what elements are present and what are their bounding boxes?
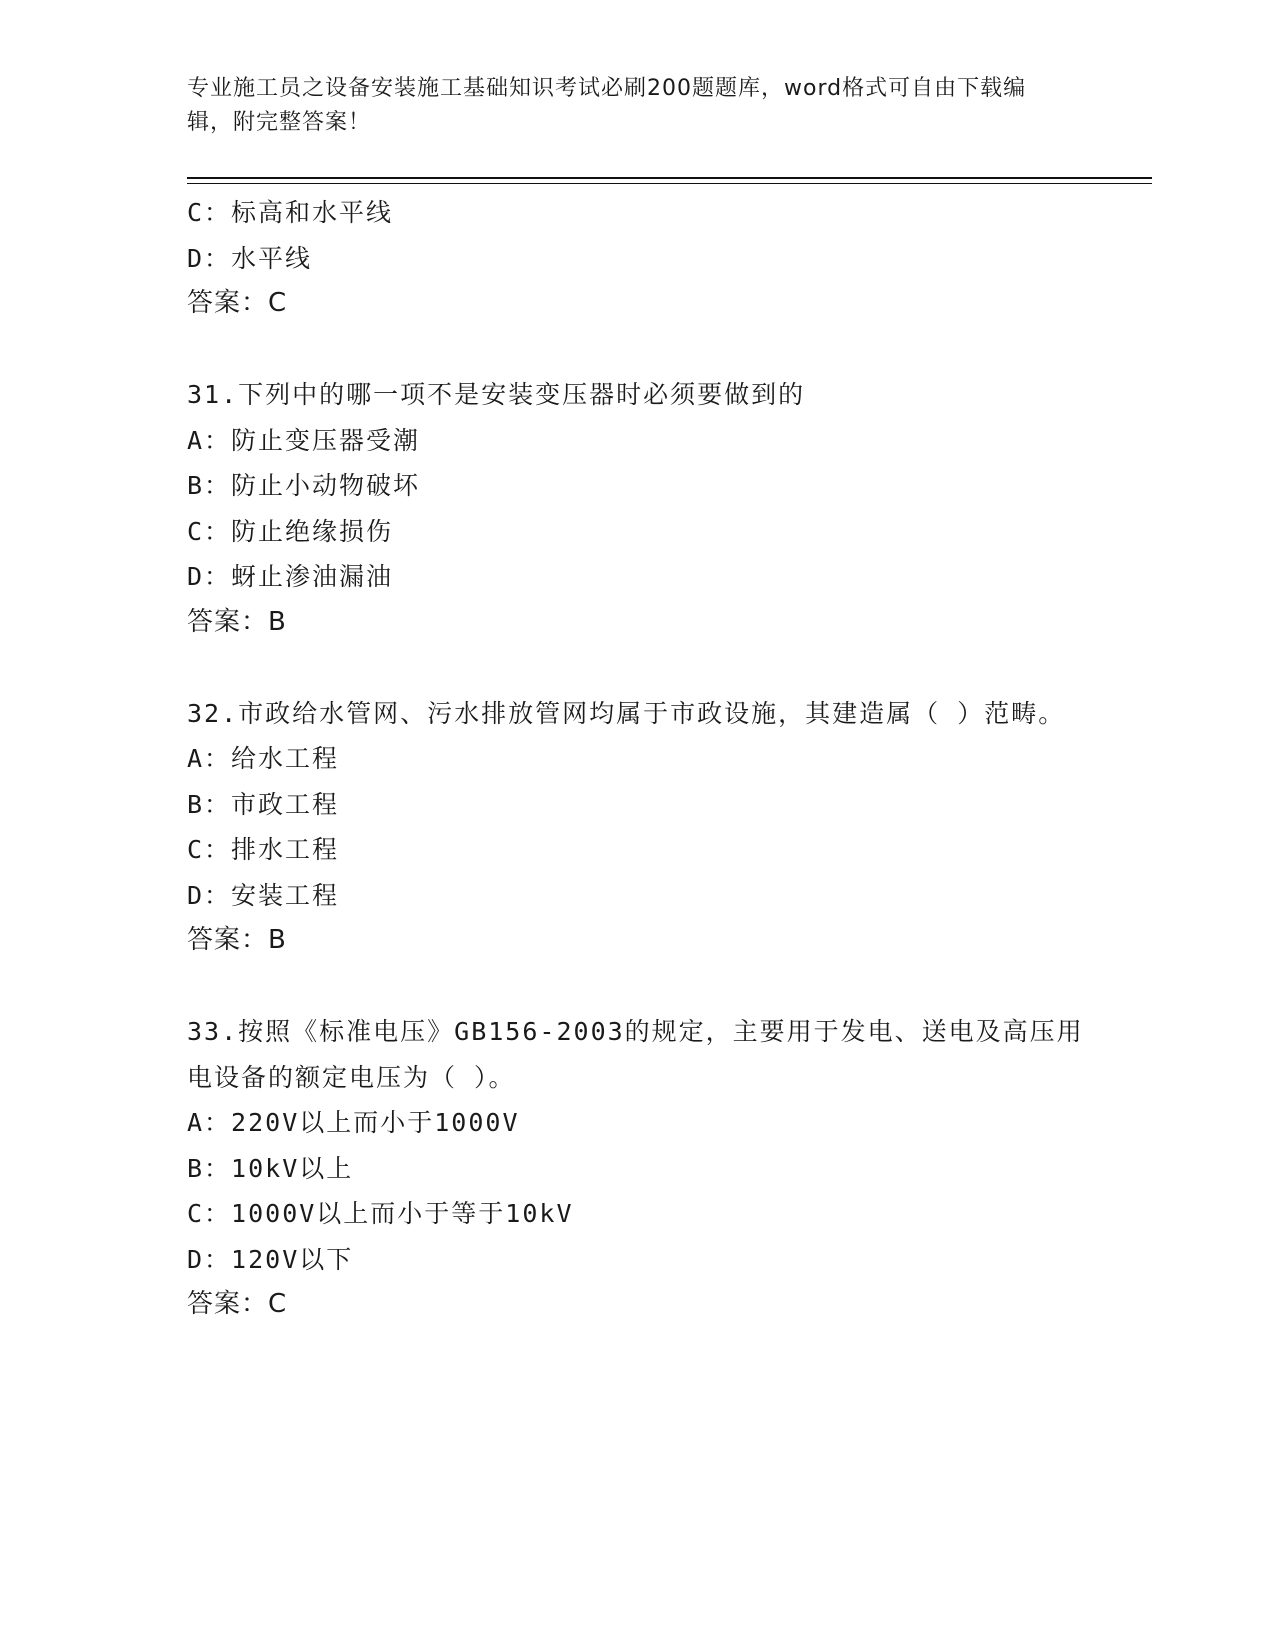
spacer bbox=[187, 645, 1087, 691]
option-b: B：防止小动物破坏 bbox=[187, 471, 421, 500]
option-c: C：1000V以上而小于等于10kV bbox=[187, 1199, 574, 1228]
question-stem: 33.按照《标准电压》GB156-2003的规定，主要用于发电、送电及高压用电设备的额定电压为（ ）。 bbox=[187, 1017, 1084, 1092]
answer-line: 答案：B bbox=[187, 606, 287, 637]
option-a: A：220V以上而小于1000V bbox=[187, 1108, 520, 1137]
answer-line: 答案：C bbox=[187, 288, 288, 318]
option-c: C：标高和水平线 bbox=[187, 198, 394, 227]
page-header bbox=[187, 72, 1067, 140]
option-b: B：10kV以上 bbox=[187, 1153, 354, 1183]
spacer bbox=[187, 964, 1087, 1010]
question-content bbox=[187, 190, 1087, 1328]
question-stem: 31.下列中的哪一项不是安装变压器时必须要做到的 bbox=[187, 380, 806, 409]
option-c: C：排水工程 bbox=[187, 835, 340, 864]
spacer bbox=[187, 327, 1087, 373]
option-d: D：蚜止渗油漏油 bbox=[187, 562, 394, 591]
option-d: D：安装工程 bbox=[187, 880, 340, 910]
option-d: D：水平线 bbox=[187, 243, 313, 273]
answer-line: 答案：B bbox=[187, 925, 287, 955]
option-d: D：120V以下 bbox=[187, 1244, 354, 1274]
option-b: B：市政工程 bbox=[187, 789, 340, 819]
option-a: A：防止变压器受潮 bbox=[187, 425, 421, 455]
header-divider-thick bbox=[187, 177, 1152, 179]
header-divider-thin bbox=[187, 183, 1152, 184]
answer-line: 答案：C bbox=[187, 1289, 288, 1319]
option-a: A：给水工程 bbox=[187, 744, 340, 773]
question-stem: 32.市政给水管网、污水排放管网均属于市政设施，其建造属（ ）范畴。 bbox=[187, 698, 1066, 728]
option-c: C：防止绝缘损伤 bbox=[187, 516, 394, 546]
document-title: 专业施工员之设备安装施工基础知识考试必刷200题题库，word格式可自由下载编辑，附完整答案！ bbox=[187, 76, 1027, 135]
